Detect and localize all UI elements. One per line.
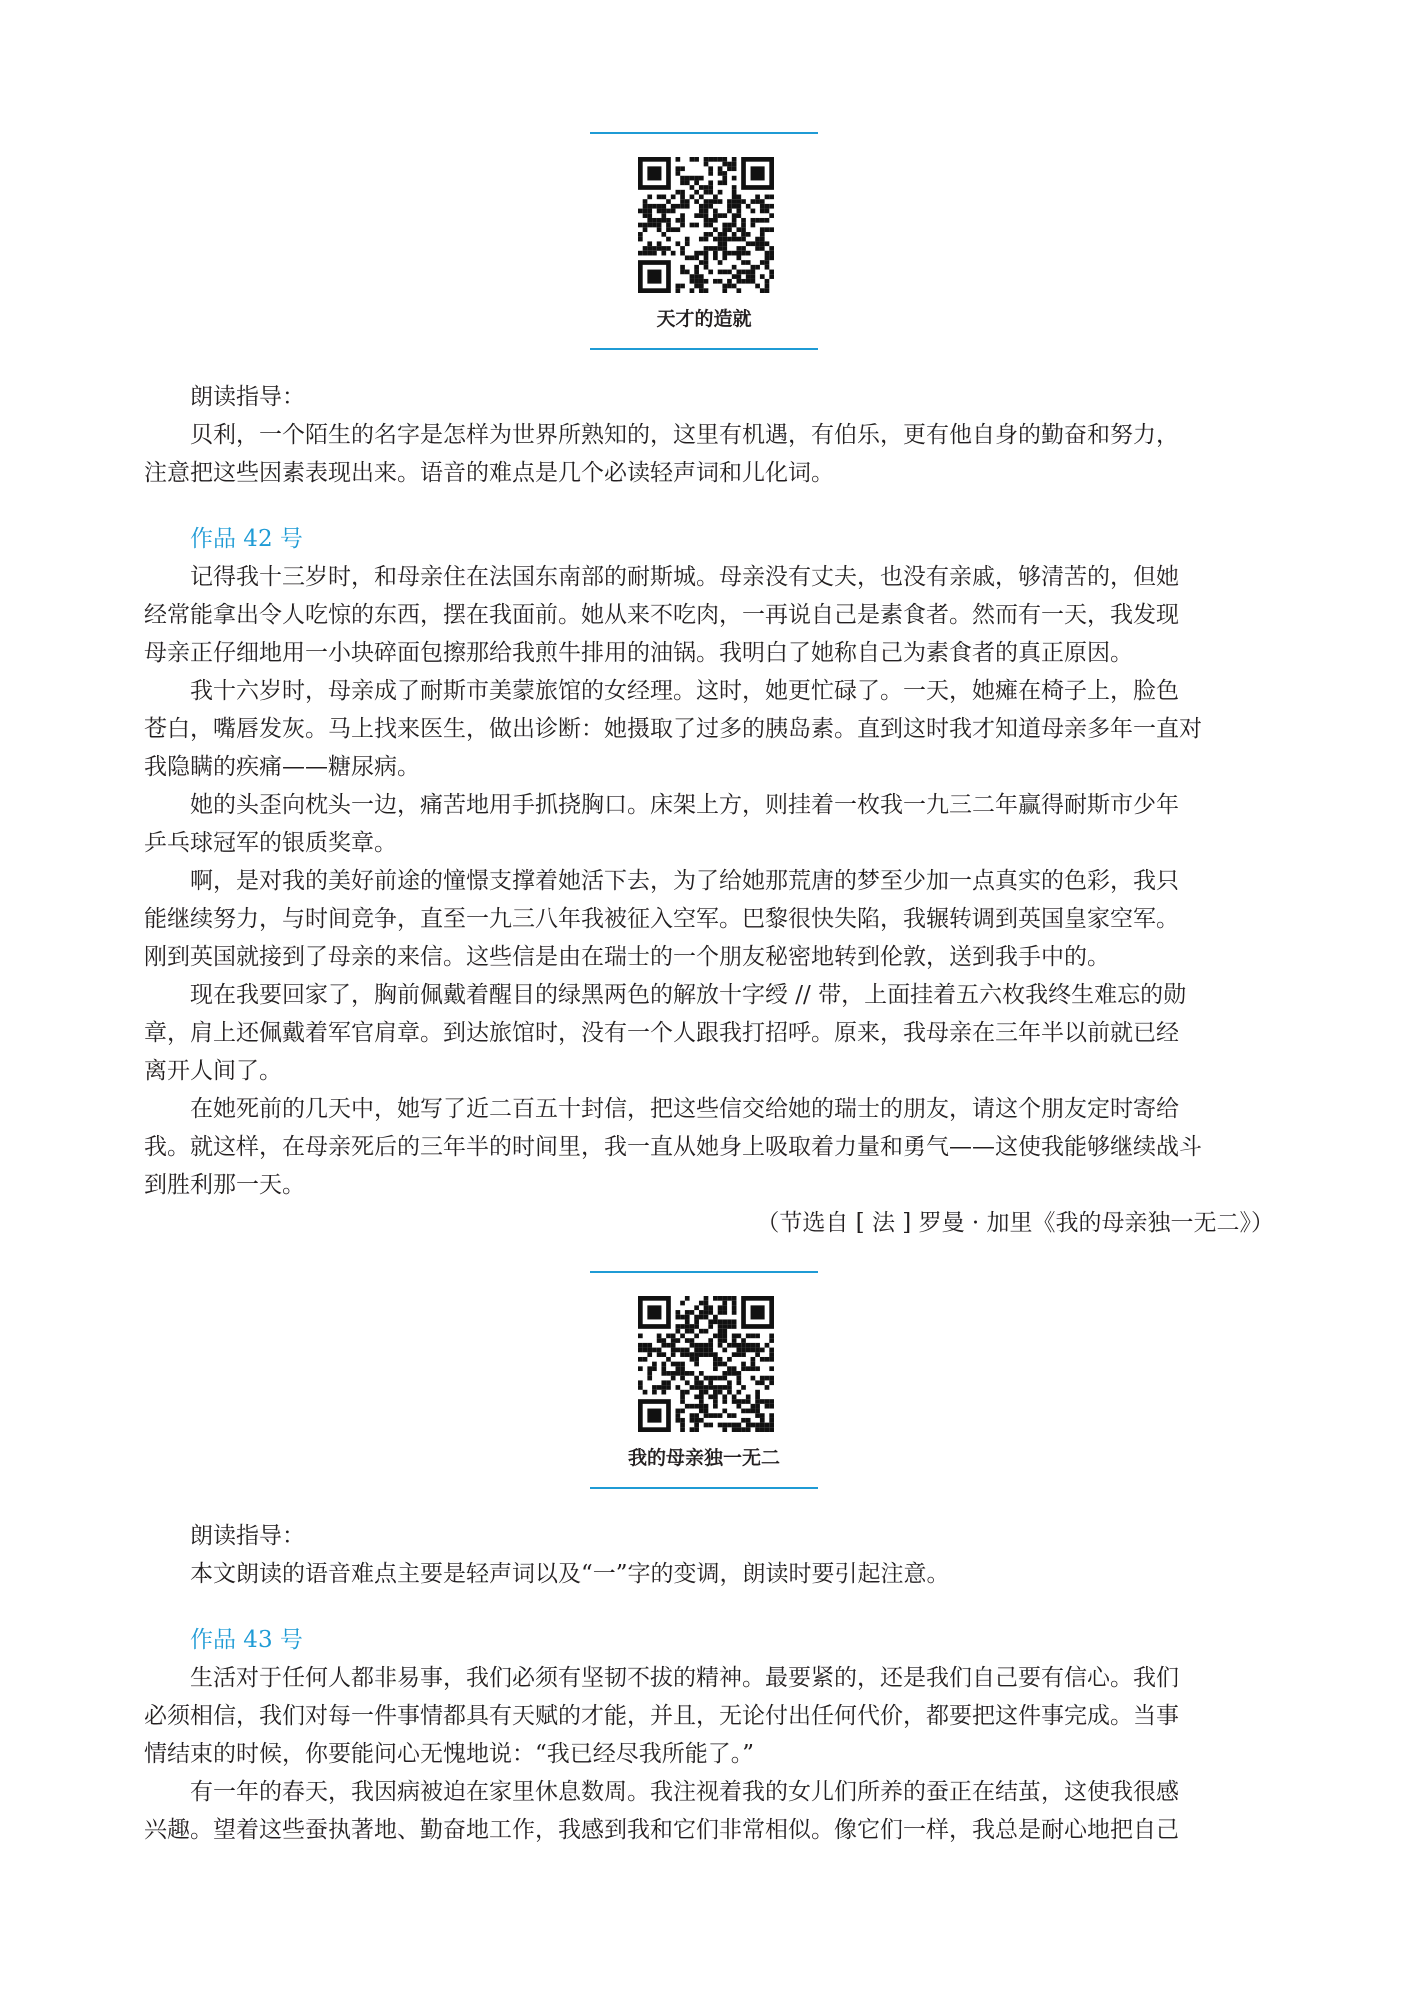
work-42	[144, 520, 1274, 1242]
paragraph-line: 乒乓球冠军的银质奖章。	[144, 830, 397, 856]
paragraph-line: 苍白，嘴唇发灰。马上找来医生，做出诊断：她摄取了过多的胰岛素。直到这时我才知道母亲多年一直对	[144, 716, 1202, 742]
qr-block-2	[590, 1271, 818, 1491]
work-43	[144, 1621, 1274, 1849]
paragraph-line: 必须相信，我们对每一件事情都具有天赋的才能，并且，无论付出任何代价，都要把这件事完成。当事	[144, 1703, 1179, 1729]
qr-code-icon[interactable]	[638, 157, 774, 293]
paragraph-line: 她的头歪向枕头一边，痛苦地用手抓挠胸口。床架上方，则挂着一枚我一九三二年赢得耐斯市少年	[190, 792, 1179, 818]
paragraph-line: 兴趣。望着这些蚕执著地、勤奋地工作，我感到我和它们非常相似。像它们一样，我总是耐心地把自己	[144, 1817, 1179, 1843]
qr-code-icon[interactable]	[638, 1296, 774, 1432]
qr-bottom-rule	[590, 1487, 818, 1489]
guide-label: 朗读指导：	[190, 384, 305, 410]
work-heading: 作品 42 号	[190, 526, 303, 552]
paragraph-line: 到胜利那一天。	[144, 1172, 305, 1198]
paragraph-line: 离开人间了。	[144, 1058, 282, 1084]
paragraph-line: 啊，是对我的美好前途的憧憬支撑着她活下去，为了给她那荒唐的梦至少加一点真实的色彩，我只	[190, 868, 1179, 894]
paragraph-line: 我隐瞒的疾痛——糖尿病。	[144, 754, 420, 780]
paragraph-line: 记得我十三岁时，和母亲住在法国东南部的耐斯城。母亲没有丈夫，也没有亲戚，够清苦的，但她	[190, 564, 1179, 590]
qr-caption: 天才的造就	[656, 308, 752, 330]
guide-text-line: 贝利，一个陌生的名字是怎样为世界所熟知的，这里有机遇，有伯乐，更有他自身的勤奋和努力，	[190, 422, 1179, 448]
work-heading: 作品 43 号	[190, 1627, 303, 1653]
qr-caption: 我的母亲独一无二	[627, 1447, 780, 1469]
guide-text-line: 注意把这些因素表现出来。语音的难点是几个必读轻声词和儿化词。	[144, 460, 834, 486]
reading-guide-2	[144, 1517, 1274, 1593]
qr-top-rule	[590, 132, 818, 134]
paragraph-line: 现在我要回家了，胸前佩戴着醒目的绿黑两色的解放十字绶 // 带，上面挂着五六枚我终生难忘的勋	[190, 982, 1187, 1008]
paragraph-line: 章，肩上还佩戴着军官肩章。到达旅馆时，没有一个人跟我打招呼。原来，我母亲在三年半以前就已经	[144, 1020, 1179, 1046]
source-citation: （节选自 [ 法 ] 罗曼 · 加里《我的母亲独一无二》）	[756, 1210, 1274, 1236]
reading-guide-1	[144, 378, 1274, 492]
paragraph-line: 在她死前的几天中，她写了近二百五十封信，把这些信交给她的瑞士的朋友，请这个朋友定时寄给	[190, 1096, 1179, 1122]
paragraph-line: 母亲正仔细地用一小块碎面包擦那给我煎牛排用的油锅。我明白了她称自己为素食者的真正原因。	[144, 640, 1133, 666]
qr-bottom-rule	[590, 348, 818, 350]
paragraph-line: 能继续努力，与时间竞争，直至一九三八年我被征入空军。巴黎很快失陷，我辗转调到英国皇家空军。	[144, 906, 1179, 932]
paragraph-line: 刚到英国就接到了母亲的来信。这些信是由在瑞士的一个朋友秘密地转到伦敦，送到我手中的。	[144, 944, 1110, 970]
paragraph-line: 我十六岁时，母亲成了耐斯市美蒙旅馆的女经理。这时，她更忙碌了。一天，她瘫在椅子上，脸色	[190, 678, 1179, 704]
qr-block-1	[590, 132, 818, 352]
guide-label: 朗读指导：	[190, 1523, 305, 1549]
paragraph-line: 生活对于任何人都非易事，我们必须有坚韧不拔的精神。最要紧的，还是我们自己要有信心。我们	[190, 1665, 1179, 1691]
paragraph-line: 我。就这样，在母亲死后的三年半的时间里，我一直从她身上吸取着力量和勇气——这使我能够继续战斗	[144, 1134, 1202, 1160]
guide-text-line: 本文朗读的语音难点主要是轻声词以及“一”字的变调，朗读时要引起注意。	[190, 1561, 950, 1587]
qr-top-rule	[590, 1271, 818, 1273]
paragraph-line: 情结束的时候，你要能问心无愧地说：“我已经尽我所能了。”	[144, 1741, 755, 1767]
paragraph-line: 有一年的春天，我因病被迫在家里休息数周。我注视着我的女儿们所养的蚕正在结茧，这使我很感	[190, 1779, 1179, 1805]
paragraph-line: 经常能拿出令人吃惊的东西，摆在我面前。她从来不吃肉，一再说自己是素食者。然而有一天，我发现	[144, 602, 1179, 628]
